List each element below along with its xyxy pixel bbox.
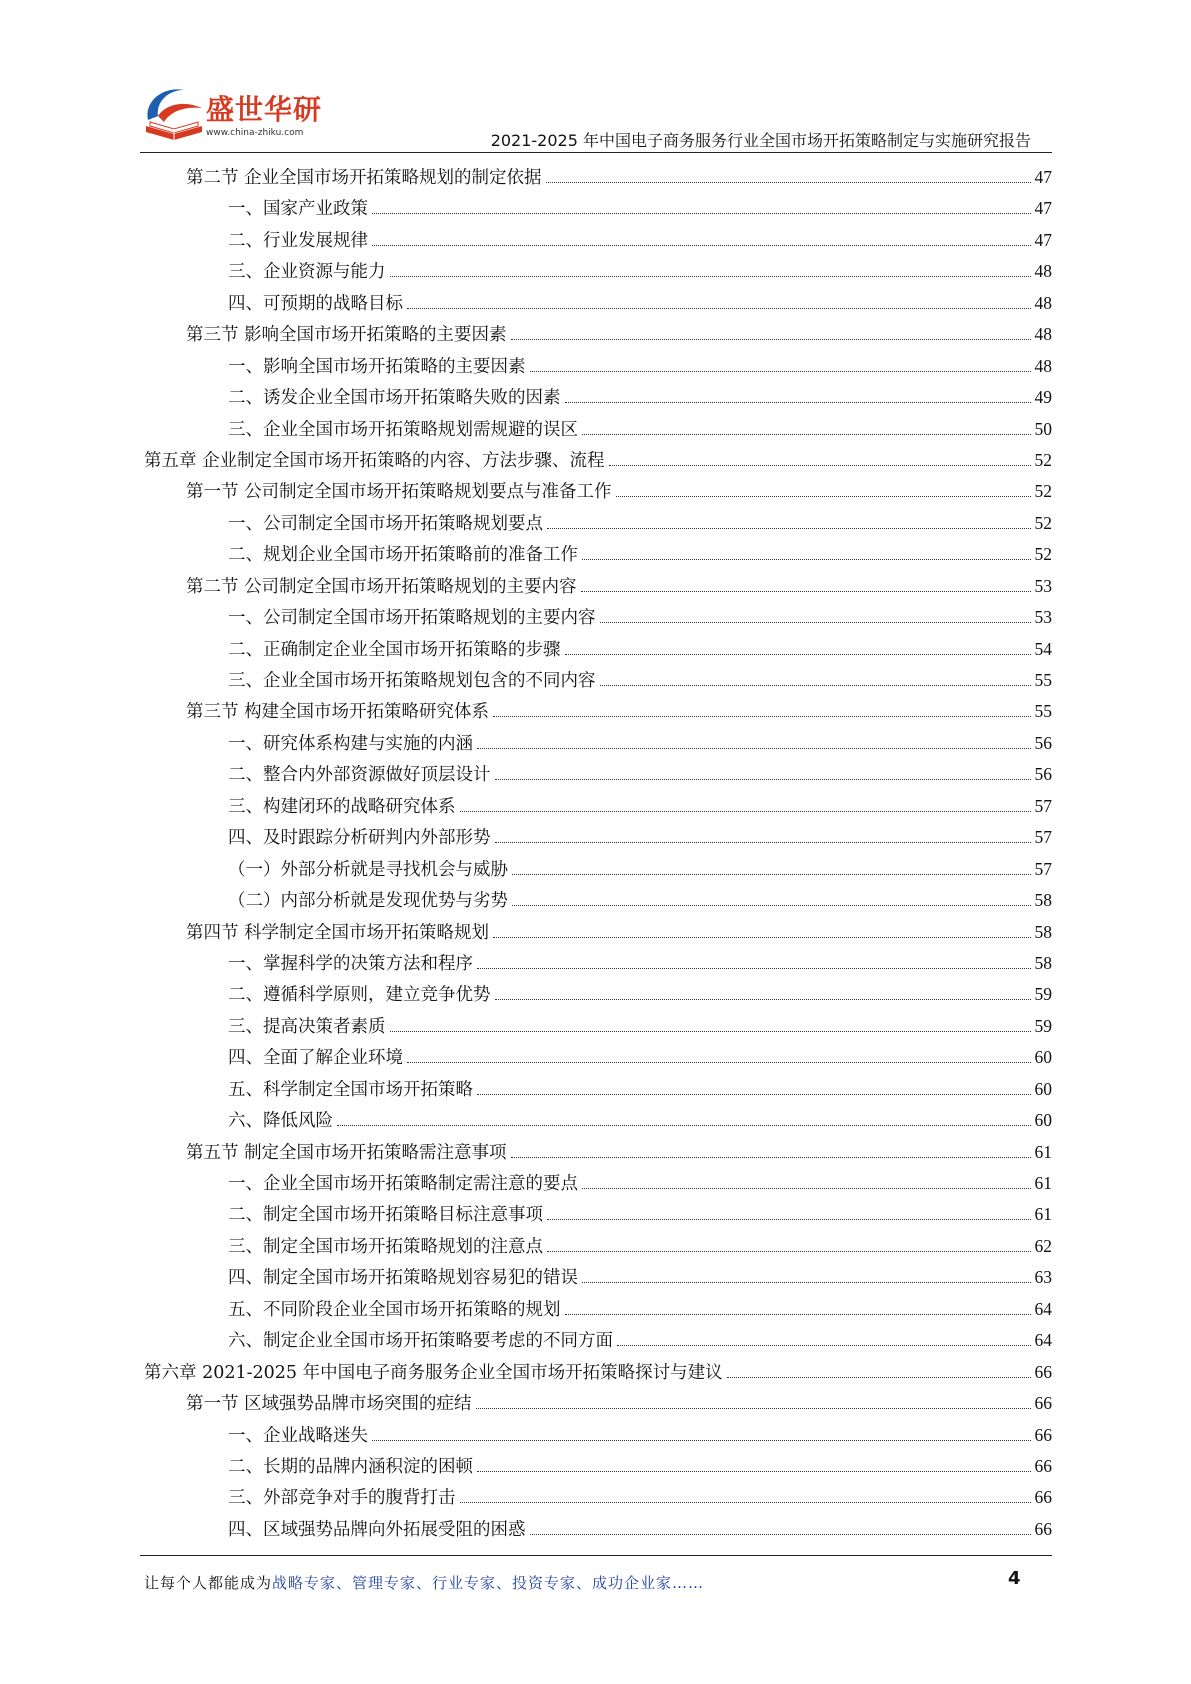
toc-entry[interactable] (144, 162, 1052, 193)
toc-entry[interactable] (144, 414, 1052, 445)
toc-entry-page: 47 (1034, 229, 1052, 250)
toc-entry-title: 第一节 公司制定全国市场开拓策略规划要点与准备工作 (186, 482, 612, 503)
toc-entry[interactable] (144, 256, 1052, 287)
toc-leader-dots (372, 213, 1031, 214)
toc-entry-page: 54 (1034, 638, 1052, 659)
toc-entry-page: 52 (1034, 544, 1052, 565)
toc-entry-page: 63 (1034, 1267, 1052, 1288)
toc-entry[interactable] (144, 1451, 1052, 1482)
toc-entry[interactable] (144, 1011, 1052, 1042)
toc-entry-page: 66 (1034, 1455, 1052, 1476)
toc-entry-title: 一、国家产业政策 (228, 199, 368, 220)
toc-leader-dots (460, 1502, 1031, 1503)
toc-leader-dots (616, 496, 1031, 497)
toc-entry[interactable] (144, 1137, 1052, 1168)
logo-url: www.china-zhiku.com (206, 128, 304, 138)
toc-entry-title: 五、不同阶段企业全国市场开拓策略的规划 (228, 1299, 561, 1320)
toc-entry-page: 57 (1034, 827, 1052, 848)
toc-entry[interactable] (144, 1199, 1052, 1230)
toc-entry[interactable] (144, 319, 1052, 350)
toc-entry-title: （一）外部分析就是寻找机会与威胁 (228, 859, 508, 880)
toc-entry-page: 58 (1034, 952, 1052, 973)
footer-slogan-highlight: 战略专家、管理专家、行业专家、投资专家、成功企业家…… (272, 1574, 705, 1592)
toc-leader-dots (495, 842, 1031, 843)
toc-entry-page: 58 (1034, 890, 1052, 911)
toc-leader-dots (546, 182, 1031, 183)
toc-entry-title: 第六章 2021-2025 年中国电子商务服务企业全国市场开拓策略探讨与建议 (144, 1362, 723, 1383)
toc-entry[interactable] (144, 885, 1052, 916)
toc-entry[interactable] (144, 1262, 1052, 1293)
toc-entry-title: 二、正确制定企业全国市场开拓策略的步骤 (228, 639, 561, 660)
toc-entry-page: 66 (1034, 1393, 1052, 1414)
toc-entry-title: 四、制定全国市场开拓策略规划容易犯的错误 (228, 1268, 578, 1289)
toc-entry-title: 一、影响全国市场开拓策略的主要因素 (228, 356, 526, 377)
toc-entry-page: 60 (1034, 1110, 1052, 1131)
toc-leader-dots (547, 1219, 1031, 1220)
toc-leader-dots (511, 1157, 1031, 1158)
toc-entry[interactable] (144, 476, 1052, 507)
toc-entry-page: 48 (1034, 324, 1052, 345)
toc-entry-page: 66 (1034, 1518, 1052, 1539)
toc-entry[interactable] (144, 1388, 1052, 1419)
toc-leader-dots (582, 434, 1031, 435)
toc-entry-title: 二、长期的品牌内涵积淀的困顿 (228, 1456, 473, 1477)
toc-entry[interactable] (144, 979, 1052, 1010)
toc-leader-dots (547, 1251, 1031, 1252)
toc-entry[interactable] (144, 445, 1052, 476)
toc-entry-title: 二、行业发展规律 (228, 230, 368, 251)
toc-entry[interactable] (144, 854, 1052, 885)
toc-entry-title: 二、整合内外部资源做好顶层设计 (228, 765, 491, 786)
toc-entry-page: 47 (1034, 198, 1052, 219)
toc-entry[interactable] (144, 728, 1052, 759)
page-number: 4 (1008, 1568, 1021, 1589)
toc-leader-dots (477, 748, 1031, 749)
toc-entry-title: 一、公司制定全国市场开拓策略规划要点 (228, 513, 543, 534)
company-logo (140, 82, 323, 150)
logo-name: 盛世华研 (206, 93, 323, 126)
toc-entry[interactable] (144, 791, 1052, 822)
toc-entry[interactable] (144, 382, 1052, 413)
toc-leader-dots (493, 716, 1030, 717)
toc-entry-page: 66 (1034, 1424, 1052, 1445)
toc-entry-title: （二）内部分析就是发现优势与劣势 (228, 891, 508, 912)
toc-entry-title: 第五章 企业制定全国市场开拓策略的内容、方法步骤、流程 (144, 450, 605, 471)
toc-entry-title: 三、构建闭环的战略研究体系 (228, 796, 456, 817)
toc-leader-dots (530, 1534, 1031, 1535)
toc-entry-page: 50 (1034, 418, 1052, 439)
toc-entry-title: 一、研究体系构建与实施的内涵 (228, 733, 473, 754)
toc-leader-dots (617, 1345, 1031, 1346)
toc-leader-dots (477, 1471, 1031, 1472)
toc-entry-page: 61 (1034, 1141, 1052, 1162)
toc-entry[interactable] (144, 1357, 1052, 1388)
toc-entry-page: 52 (1034, 512, 1052, 533)
toc-leader-dots (600, 622, 1031, 623)
toc-leader-dots (476, 1408, 1031, 1409)
footer-divider (140, 1555, 1052, 1556)
toc-entry-title: 第三节 影响全国市场开拓策略的主要因素 (186, 325, 507, 346)
toc-leader-dots (581, 591, 1031, 592)
toc-entry[interactable] (144, 759, 1052, 790)
toc-leader-dots (493, 937, 1030, 938)
toc-entry-title: 二、诱发企业全国市场开拓策略失败的因素 (228, 388, 561, 409)
toc-entry-page: 48 (1034, 261, 1052, 282)
toc-entry-page: 59 (1034, 984, 1052, 1005)
toc-entry[interactable] (144, 696, 1052, 727)
toc-entry-title: 四、可预期的战略目标 (228, 293, 403, 314)
toc-entry-title: 一、公司制定全国市场开拓策略规划的主要内容 (228, 608, 596, 629)
toc-leader-dots (512, 874, 1031, 875)
toc-entry-page: 55 (1034, 701, 1052, 722)
table-of-contents (144, 162, 1052, 1545)
toc-leader-dots (511, 339, 1031, 340)
toc-leader-dots (495, 779, 1031, 780)
toc-entry[interactable] (144, 822, 1052, 853)
toc-entry[interactable] (144, 193, 1052, 224)
toc-entry[interactable] (144, 634, 1052, 665)
toc-leader-dots (512, 905, 1031, 906)
toc-entry-page: 57 (1034, 795, 1052, 816)
toc-entry-page: 66 (1034, 1361, 1052, 1382)
footer-slogan-prefix: 让每个人都能成为 (144, 1574, 273, 1592)
toc-leader-dots (372, 1440, 1031, 1441)
toc-entry-title: 六、降低风险 (228, 1111, 333, 1132)
toc-leader-dots (390, 1031, 1031, 1032)
toc-entry-title: 四、全面了解企业环境 (228, 1048, 403, 1069)
toc-entry[interactable] (144, 602, 1052, 633)
toc-entry-page: 58 (1034, 921, 1052, 942)
toc-entry[interactable] (144, 1231, 1052, 1262)
toc-entry-page: 47 (1034, 167, 1052, 187)
toc-leader-dots (565, 402, 1031, 403)
toc-entry-page: 52 (1034, 449, 1052, 470)
book-swoosh-icon (140, 82, 210, 150)
footer-slogan (144, 1572, 704, 1593)
toc-entry-page: 52 (1034, 481, 1052, 502)
toc-entry-page: 48 (1034, 355, 1052, 376)
toc-entry[interactable] (144, 1042, 1052, 1073)
toc-entry-title: 一、掌握科学的决策方法和程序 (228, 953, 473, 974)
toc-leader-dots (565, 654, 1031, 655)
toc-leader-dots (582, 1188, 1031, 1189)
toc-entry-page: 56 (1034, 732, 1052, 753)
toc-entry[interactable] (144, 1514, 1052, 1545)
header-divider (140, 152, 1052, 153)
toc-leader-dots (530, 371, 1031, 372)
toc-entry-page: 60 (1034, 1047, 1052, 1068)
toc-entry-title: 二、遵循科学原则，建立竞争优势 (228, 985, 491, 1006)
toc-entry-page: 53 (1034, 607, 1052, 628)
toc-entry-page: 60 (1034, 1078, 1052, 1099)
toc-entry-title: 第二节 企业全国市场开拓策略规划的制定依据 (186, 168, 542, 188)
toc-leader-dots (407, 1062, 1031, 1063)
toc-leader-dots (582, 559, 1031, 560)
toc-entry[interactable] (144, 917, 1052, 948)
toc-entry-page: 57 (1034, 858, 1052, 879)
toc-entry-title: 一、企业战略迷失 (228, 1425, 368, 1446)
toc-entry-title: 第三节 构建全国市场开拓策略研究体系 (186, 702, 490, 723)
toc-leader-dots (565, 1314, 1031, 1315)
toc-entry-page: 56 (1034, 764, 1052, 785)
toc-entry-title: 三、企业资源与能力 (228, 262, 386, 283)
toc-entry-title: 四、及时跟踪分析研判内外部形势 (228, 828, 491, 849)
toc-leader-dots (727, 1377, 1031, 1378)
toc-entry[interactable] (144, 288, 1052, 319)
toc-entry[interactable] (144, 665, 1052, 696)
page-header (0, 0, 1191, 160)
toc-entry-page: 62 (1034, 1235, 1052, 1256)
toc-entry-title: 三、制定全国市场开拓策略规划的注意点 (228, 1236, 543, 1257)
toc-entry-title: 五、科学制定全国市场开拓策略 (228, 1079, 473, 1100)
toc-leader-dots (547, 528, 1031, 529)
toc-entry[interactable] (144, 508, 1052, 539)
toc-leader-dots (477, 968, 1031, 969)
toc-entry[interactable] (144, 571, 1052, 602)
toc-entry-page: 55 (1034, 670, 1052, 690)
toc-entry-title: 第一节 区域强势品牌市场突围的症结 (186, 1394, 472, 1415)
toc-entry-title: 二、制定全国市场开拓策略目标注意事项 (228, 1205, 543, 1226)
toc-entry-page: 64 (1034, 1298, 1052, 1319)
toc-entry[interactable] (144, 948, 1052, 979)
toc-entry-page: 48 (1034, 292, 1052, 313)
toc-entry-title: 一、企业全国市场开拓策略制定需注意的要点 (228, 1174, 578, 1194)
toc-leader-dots (477, 1094, 1031, 1095)
toc-entry[interactable] (144, 1482, 1052, 1513)
toc-leader-dots (337, 1125, 1031, 1126)
toc-entry-page: 49 (1034, 387, 1052, 408)
toc-leader-dots (407, 308, 1031, 309)
toc-entry[interactable] (144, 225, 1052, 256)
toc-entry[interactable] (144, 1074, 1052, 1105)
toc-entry[interactable] (144, 1105, 1052, 1136)
toc-leader-dots (495, 999, 1031, 1000)
toc-entry-title: 第二节 公司制定全国市场开拓策略规划的主要内容 (186, 576, 577, 597)
toc-entry[interactable] (144, 1420, 1052, 1451)
toc-entry-title: 六、制定企业全国市场开拓策略要考虑的不同方面 (228, 1331, 613, 1352)
toc-entry-title: 三、企业全国市场开拓策略规划需规避的误区 (228, 419, 578, 440)
toc-entry-page: 59 (1034, 1015, 1052, 1036)
toc-entry-title: 四、区域强势品牌向外拓展受阻的困惑 (228, 1519, 526, 1540)
toc-entry[interactable] (144, 351, 1052, 382)
toc-entry-page: 64 (1034, 1330, 1052, 1351)
toc-entry-title: 二、规划企业全国市场开拓策略前的准备工作 (228, 545, 578, 566)
toc-entry[interactable] (144, 1168, 1052, 1199)
toc-entry-page: 61 (1034, 1173, 1052, 1193)
toc-leader-dots (390, 276, 1031, 277)
toc-entry[interactable] (144, 1294, 1052, 1325)
toc-leader-dots (460, 811, 1031, 812)
toc-entry-title: 三、提高决策者素质 (228, 1016, 386, 1037)
toc-entry-title: 第五节 制定全国市场开拓策略需注意事项 (186, 1142, 507, 1163)
report-title: 2021-2025 年中国电子商务服务行业全国市场开拓策略制定与实施研究报告 (490, 131, 1031, 150)
toc-entry-page: 66 (1034, 1487, 1052, 1508)
toc-leader-dots (582, 1282, 1031, 1283)
toc-entry-title: 三、外部竞争对手的腹背打击 (228, 1488, 456, 1509)
toc-entry[interactable] (144, 539, 1052, 570)
toc-entry-page: 61 (1034, 1204, 1052, 1225)
toc-entry-title: 三、企业全国市场开拓策略规划包含的不同内容 (228, 671, 596, 691)
toc-leader-dots (372, 245, 1031, 246)
toc-entry[interactable] (144, 1325, 1052, 1356)
toc-entry-title: 第四节 科学制定全国市场开拓策略规划 (186, 922, 490, 943)
toc-leader-dots (609, 465, 1031, 466)
toc-entry-page: 53 (1034, 575, 1052, 596)
toc-leader-dots (600, 685, 1031, 686)
